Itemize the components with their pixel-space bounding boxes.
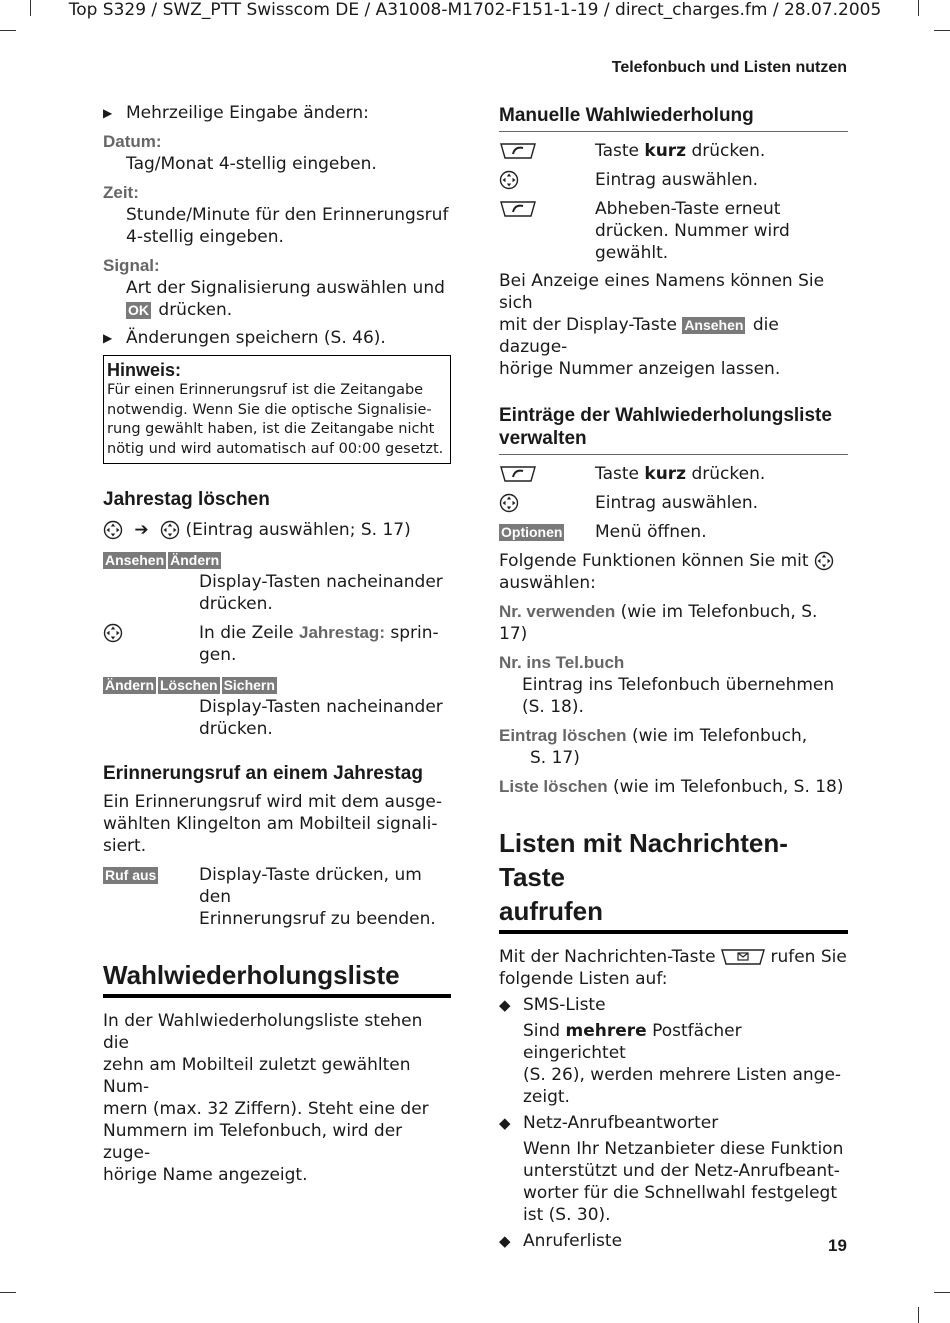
rufaus-key-cell <box>103 864 199 930</box>
zeile-row <box>103 622 451 666</box>
signal-text-2 <box>103 299 451 321</box>
zeile-text-3: gen. <box>199 645 237 665</box>
display-keys-line: Display-Tasten nacheinander <box>199 697 443 717</box>
crop-mark <box>918 1307 919 1323</box>
crop-mark <box>0 1292 16 1293</box>
redial-list-paragraph <box>103 1010 451 1186</box>
page-header: Top S329 / SWZ_PTT Swisscom DE / A31008-M1702-F151-1-19 / direct_charges.fm / 28.07.2005 <box>68 0 882 20</box>
select-text: Eintrag auswählen. <box>595 170 759 190</box>
rufaus-softkey: Ruf aus <box>105 867 157 883</box>
reminder-paragraph <box>103 791 451 857</box>
netz-text <box>499 1138 848 1226</box>
lists-heading-line: Listen mit Nachrichten-Taste <box>499 828 788 892</box>
option-1 <box>499 601 848 645</box>
display-keys-line: drücken. <box>199 719 273 739</box>
netz-line: worter für die Schnellwahl festgelegt <box>523 1183 838 1203</box>
display-keys-line: Display-Tasten nacheinander <box>199 572 443 592</box>
select2-symbol <box>499 492 595 514</box>
display-keys-line: drücken. <box>199 594 273 614</box>
netz-line: ist (S. 30). <box>523 1205 611 1225</box>
zeile-text-1: In die Zeile <box>199 623 294 643</box>
diamond-bullet-icon: ◆ <box>499 1232 511 1250</box>
msg-line: rufen Sie <box>770 947 847 967</box>
zeile-text <box>199 622 439 666</box>
navigation-key-icon <box>103 520 123 540</box>
sms-line: zeigt. <box>523 1087 570 1107</box>
msg-line: Mit der Nachrichten-Taste <box>499 947 716 967</box>
press2-text-1: Taste <box>595 464 639 484</box>
name-line: hörige Nummer anzeigen lassen. <box>499 359 781 379</box>
reminder-line: wählten Klingelton am Mobilteil signali- <box>103 814 438 834</box>
rufaus-line: Display-Taste drücken, um den <box>199 865 422 907</box>
redial-list-heading: Wahlwiederholungsliste <box>103 958 451 998</box>
list-item-caller <box>499 1230 848 1252</box>
reminder-line: Ein Erinnerungsruf wird mit dem ausge- <box>103 792 442 812</box>
optionen-softkey: Optionen <box>501 524 563 540</box>
option-label: Eintrag löschen <box>499 726 627 745</box>
name-line: die dazuge- <box>499 315 779 357</box>
ansehen-softkey: Ansehen <box>105 552 165 568</box>
signal-label: Signal: <box>103 256 160 275</box>
jahrestag-nav <box>103 519 451 541</box>
softkeys-row-2 <box>103 674 451 696</box>
hint-line: notwendig. Wenn Sie die optische Signalisie- <box>107 401 432 418</box>
phone-key-icon <box>499 199 537 219</box>
option-text: S. 17) <box>530 748 580 768</box>
press2-text-2: drücken. <box>691 464 766 484</box>
navigation-key-icon <box>814 551 834 571</box>
crop-mark <box>0 30 16 31</box>
page-number: 19 <box>828 1236 847 1255</box>
menu-open-text: Menü öffnen. <box>595 522 707 542</box>
name-line: mit der Display-Taste <box>499 315 677 335</box>
hint-title: Hinweis: <box>107 360 182 380</box>
redial-line: zehn am Mobilteil zuletzt gewählten Num- <box>103 1055 411 1097</box>
section-title: Telefonbuch und Listen nutzen <box>611 59 847 76</box>
press-text-2: drücken. <box>691 141 766 161</box>
functions-paragraph <box>499 550 848 594</box>
rufaus-row <box>103 864 451 930</box>
datum-label: Datum: <box>103 132 162 151</box>
left-column <box>103 100 451 1186</box>
sms-line: Sind <box>523 1021 561 1041</box>
rufaus-text <box>199 864 451 930</box>
option-text: (wie im Telefonbuch, <box>631 726 808 746</box>
option-label: Liste löschen <box>499 777 608 796</box>
redial-line: Nummern im Telefonbuch, wird der zuge- <box>103 1121 403 1163</box>
press2-kurz: kurz <box>644 464 687 484</box>
lift-row <box>499 198 848 264</box>
press-symbol <box>499 140 595 162</box>
list-item-title: Anruferliste <box>523 1231 623 1251</box>
select-row <box>499 169 848 191</box>
sms-bold: mehrere <box>565 1021 647 1041</box>
save-step-text: Änderungen speichern (S. 46). <box>126 328 386 348</box>
press2-text <box>595 463 765 485</box>
zeit-text-1: Stunde/Minute für den Erinnerungsruf <box>126 205 449 225</box>
right-column <box>499 100 848 1252</box>
aendern-softkey: Ändern <box>170 552 220 568</box>
option-4 <box>499 776 848 798</box>
option-text: (wie im Telefonbuch, S. 18) <box>613 777 844 797</box>
jahrestag-nav-text: (Eintrag auswählen; S. 17) <box>185 520 411 540</box>
option-label: Nr. ins Tel.buch <box>499 653 625 672</box>
diamond-bullet-icon: ◆ <box>499 1114 511 1132</box>
hint-line: Für einen Erinnerungsruf ist die Zeitangabe <box>107 382 424 398</box>
zeit-label: Zeit: <box>103 183 139 202</box>
reminder-heading: Erinnerungsruf an einem Jahrestag <box>103 763 423 784</box>
option-text: Eintrag ins Telefonbuch übernehmen <box>522 675 835 695</box>
select2-text: Eintrag auswählen. <box>595 493 759 513</box>
press-row <box>499 140 848 162</box>
manual-redial-heading: Manuelle Wahlwiederholung <box>499 104 848 132</box>
option-label: Nr. verwenden <box>499 602 616 621</box>
rufaus-line: Erinnerungsruf zu beenden. <box>199 909 436 929</box>
select-symbol <box>499 169 595 191</box>
option-3 <box>499 725 848 747</box>
redial-line: In der Wahlwiederholungsliste stehen die <box>103 1011 423 1053</box>
navigation-key-icon <box>160 520 180 540</box>
zeit-text-2: 4-stellig eingeben. <box>126 227 284 247</box>
arrow-right-icon: ➔ <box>134 520 149 540</box>
jahrestag-heading: Jahrestag löschen <box>103 489 270 510</box>
sichern-softkey: Sichern <box>223 677 275 693</box>
lift-symbol <box>499 198 595 264</box>
list-item-netz <box>499 1112 848 1134</box>
functions-line: auswählen: <box>499 573 596 593</box>
netz-line: Wenn Ihr Netzanbieter diese Funktion <box>523 1139 844 1159</box>
option-text: (S. 18). <box>522 697 584 717</box>
list-item-title: SMS-Liste <box>523 995 606 1015</box>
reminder-line: siert. <box>103 836 147 856</box>
navigation-key-icon <box>499 170 519 190</box>
crop-mark <box>934 1292 950 1293</box>
diamond-bullet-icon: ◆ <box>499 996 511 1014</box>
lift-text <box>595 198 790 264</box>
manage-heading-line: verwalten <box>499 428 587 449</box>
edit-step <box>103 102 451 124</box>
datum-text: Tag/Monat 4-stellig eingeben. <box>126 154 377 174</box>
select2-row <box>499 492 848 514</box>
msg-paragraph <box>499 946 848 990</box>
signal-press: drücken. <box>158 300 233 320</box>
sms-line: Postfächer eingerichtet <box>523 1021 742 1063</box>
lift-line: gewählt. <box>595 243 669 263</box>
display-keys-text-1 <box>103 571 451 615</box>
hint-line: rung gewählt haben, ist die Zeitangabe nicht <box>107 421 435 437</box>
manage-heading <box>499 404 848 455</box>
phone-key-icon <box>499 141 537 161</box>
loeschen-softkey: Löschen <box>160 677 218 693</box>
options-key-cell <box>499 521 595 543</box>
ansehen-softkey: Ansehen <box>684 317 744 333</box>
hint-box <box>103 355 451 464</box>
name-paragraph <box>499 270 848 380</box>
display-keys-text-2 <box>103 696 451 740</box>
edit-step-text: Mehrzeilige Eingabe ändern: <box>126 103 369 123</box>
list-item-sms <box>499 994 848 1016</box>
redial-line: mern (max. 32 Ziffern). Steht eine der <box>103 1099 429 1119</box>
crop-mark <box>934 30 950 31</box>
manage-heading-line: Einträge der Wahlwiederholungsliste <box>499 405 832 426</box>
functions-line: Folgende Funktionen können Sie mit <box>499 551 809 571</box>
phone-key-icon <box>499 464 537 484</box>
press2-row <box>499 463 848 485</box>
press-kurz: kurz <box>644 141 687 161</box>
sms-text <box>499 1020 848 1108</box>
options-row <box>499 521 848 543</box>
signal-text-1: Art der Signalisierung auswählen und <box>126 278 445 298</box>
option-text: (wie im Telefonbuch, S. 17) <box>499 602 818 644</box>
zeile-symbol <box>103 622 199 666</box>
triangle-bullet-icon: ▶ <box>103 331 113 345</box>
ok-softkey: OK <box>128 302 149 318</box>
lists-heading <box>499 826 848 934</box>
message-key-icon <box>721 948 765 966</box>
navigation-key-icon <box>499 493 519 513</box>
hint-line: nötig und wird automatisch auf 00:00 gesetzt. <box>107 440 444 457</box>
aendern-softkey: Ändern <box>105 677 154 693</box>
netz-line: unterstützt und der Netz-Anrufbeant- <box>523 1161 840 1181</box>
softkeys-row-1 <box>103 549 451 571</box>
redial-line: hörige Name angezeigt. <box>103 1165 308 1185</box>
lift-line: drücken. Nummer wird <box>595 221 790 241</box>
navigation-key-icon <box>103 623 123 643</box>
jahrestag-label: Jahrestag: <box>299 623 385 642</box>
press-text <box>595 140 765 162</box>
triangle-bullet-icon: ▶ <box>103 106 113 120</box>
sms-line: (S. 26), werden mehrere Listen ange- <box>523 1065 842 1085</box>
save-step <box>103 327 451 349</box>
press2-symbol <box>499 463 595 485</box>
zeile-text-2: sprin- <box>390 623 439 643</box>
press-text-1: Taste <box>595 141 639 161</box>
list-item-title: Netz-Anrufbeantworter <box>523 1113 719 1133</box>
lift-line: Abheben-Taste erneut <box>595 199 781 219</box>
msg-line: folgende Listen auf: <box>499 969 668 989</box>
name-line: Bei Anzeige eines Namens können Sie sich <box>499 271 825 313</box>
lists-heading-line: aufrufen <box>499 896 603 926</box>
